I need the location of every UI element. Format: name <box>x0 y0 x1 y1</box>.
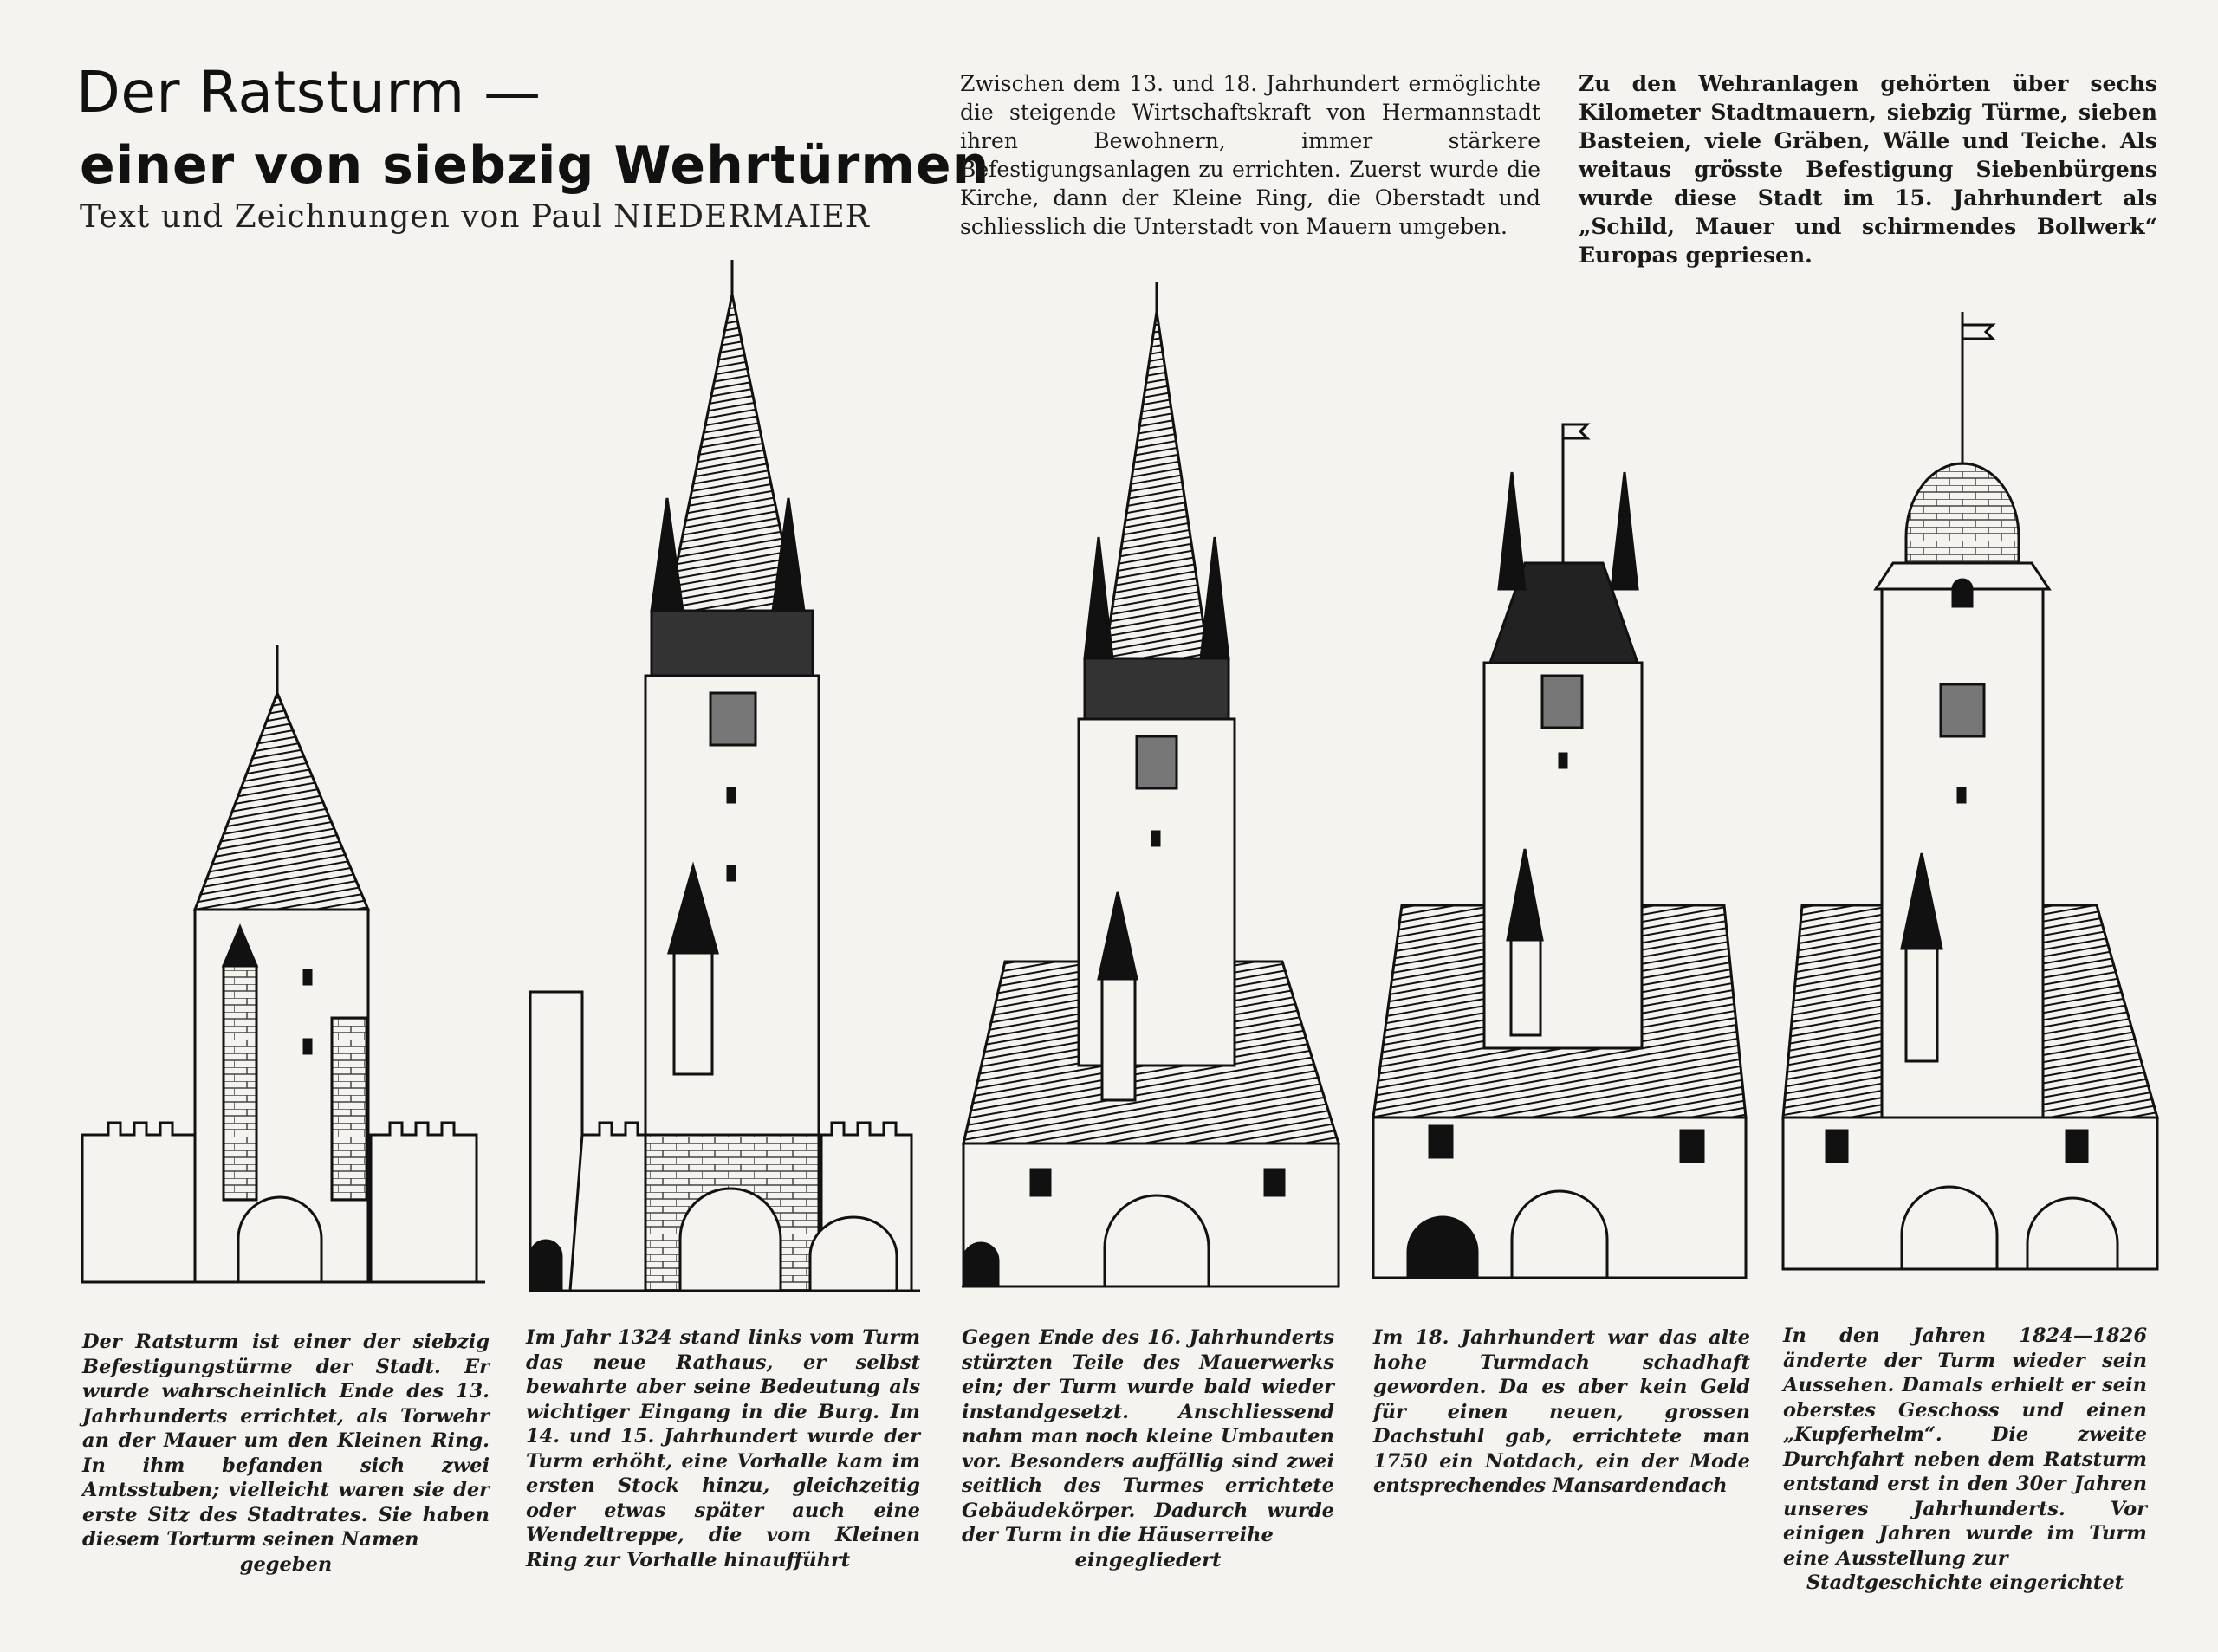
caption-19th-century <box>1783 1324 2147 1596</box>
intro-paragraph-1: Zwischen dem 13. und 18. Jahrhundert ermöglichte die steigende Wirtschaftskraft von Hermannstadt ihren Bewohnern, immer stärkere Befestigungsanlagen zu errichten. Zuerst wurde die Kirche, dann der Kleine Ring, die Oberstadt und schliesslich die Unterstadt von Mauern umgeben. <box>960 71 1540 239</box>
caption-18th-century <box>1373 1325 1750 1499</box>
tower-14-15th-century-drawing <box>530 260 920 1291</box>
caption-tail: gegeben <box>239 1552 333 1576</box>
caption-13th-century <box>82 1330 490 1577</box>
tower-16th-century-drawing <box>962 282 1339 1286</box>
caption-16th-century <box>962 1325 1334 1572</box>
caption-text: Im Jahr 1324 stand links vom Turm das neue Rathaus, er selbst bewahrte aber seine Bedeutung als wichtiger Eingang in die Burg. Im 14. und 15. Jahrhundert wurde der Turm erhöht, eine Vorhalle kam im ersten Stock hinzu, gleichzeitig oder etwas später auch eine Wendeltreppe, die vom Kleinen Ring zur Vorhalle hinaufführt <box>526 1326 920 1571</box>
caption-text: Im 18. Jahrhundert war das alte hohe Turmdach schadhaft geworden. Da es aber kein Geld für einen neuen, grossen Dachstuhl gab, errichtete man 1750 ein Notdach, ein der Mode entsprechendes Mansardendach <box>1373 1326 1750 1497</box>
caption-text: In den Jahren 1824—1826 änderte der Turm wieder sein Aussehen. Damals erhielt er sein oberstes Geschoss und einen „Kupferhelm“. Die zweite Durchfahrt neben dem Ratsturm entstand erst in den 30er Jahren unseres Jahrhunderts. Vor einigen Jahren wurde im Turm eine Ausstellung zur <box>1783 1325 2147 1570</box>
headline-line-1: Der Ratsturm — <box>76 59 542 126</box>
byline: Text und Zeichnungen von Paul NIEDERMAIER <box>80 199 870 235</box>
tower-19th-century-drawing <box>1783 312 2157 1269</box>
tower-18th-century-drawing <box>1373 424 1746 1278</box>
caption-text: Gegen Ende des 16. Jahrhunderts stürzten Teile des Mauerwerks ein; der Turm wurde bald wieder instandgesetzt. Anschliessend nahm man noch kleine Umbauten vor. Besonders auffällig sind zwei seitlich des Turmes errichtete Gebäudekörper. Dadurch wurde der Turm in die Häuserreihe <box>962 1326 1334 1546</box>
tower-13th-century-drawing <box>82 645 485 1282</box>
caption-text: Der Ratsturm ist einer der siebzig Befestigungstürme der Stadt. Er wurde wahrscheinlich Ende des 13. Jahrhunderts errichtet, als Torwehr an der Mauer um den Kleinen Ring. In ihm befanden sich zwei Amtsstuben; vielleicht waren sie der erste Sitz des Stadtrates. Sie haben diesem Torturm seinen Namen <box>82 1331 490 1551</box>
caption-14-15th-century <box>526 1325 920 1572</box>
intro-paragraph-2: Zu den Wehranlagen gehörten über sechs Kilometer Stadtmauern, siebzig Türme, sieben Basteien, viele Gräben, Wälle und Teiche. Als weitaus grösste Befestigung Siebenbürgens wurde diese Stadt im 15. Jahrhundert als „Schild, Mauer und schirmendes Bollwerk“ Europas gepriesen. <box>1579 71 2157 268</box>
caption-tail: eingegliedert <box>1074 1548 1222 1571</box>
caption-tail: Stadtgeschichte eingerichtet <box>1806 1571 2124 1594</box>
headline-line-2: einer von siebzig Wehrtürmen <box>80 135 990 196</box>
